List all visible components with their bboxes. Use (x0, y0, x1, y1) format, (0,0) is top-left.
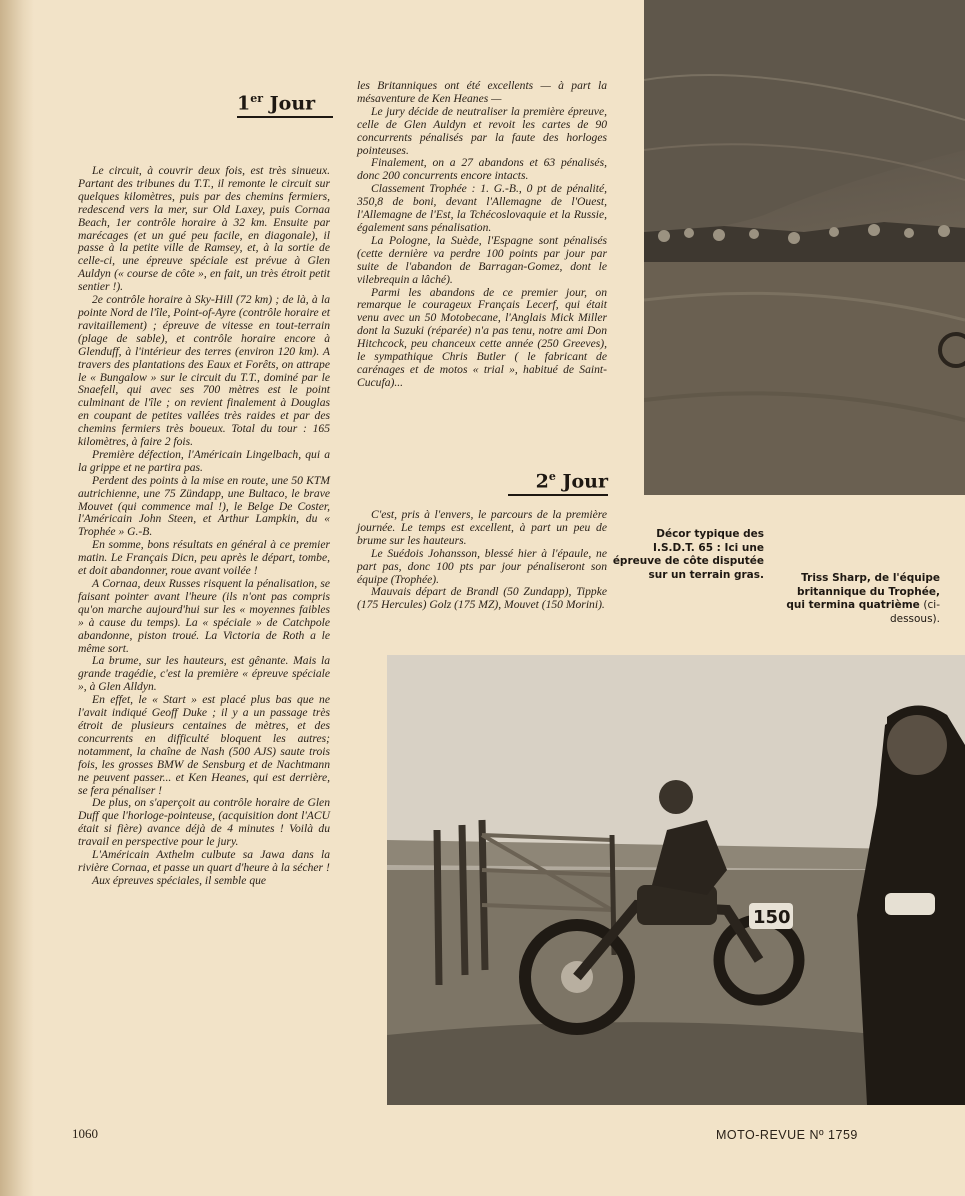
race-number: 150 (753, 907, 791, 928)
paragraph: L'Américain Axthelm culbute sa Jawa dans la rivière Cornaa, et passe un quart d'heure à la sécher ! (78, 848, 330, 874)
rider-photo-image (387, 655, 965, 1105)
paragraph: En somme, bons résultats en général à ce premier matin. Le Français Dicn, peu après le départ, tombe, et doit abandonner, roue avant voilée ! (78, 538, 330, 578)
paragraph: C'est, pris à l'envers, le parcours de la première journée. Le temps est excellent, à part un peu de brume sur les hauteurs. (357, 508, 607, 547)
paragraph: De plus, on s'aperçoit au contrôle horaire de Glen Duff que l'horloge-pointeuse, (acquisition dont l'ACU était si fière) avance déjà de 4 minutes ! Voilà du travail en perspective pour le jury. (78, 796, 330, 849)
paragraph: Aux épreuves spéciales, il semble que (92, 873, 267, 887)
hillside-photo (644, 0, 965, 495)
paragraph: Perdent des points à la mise en route, une 50 KTM autrichienne, une 75 Zündapp, une Bultaco, le brave Mouvet (qui commence mal !), le Belge De Coster, l'Américain John Steen, et Arthur Lampkin, du « Trophée » G.-B. (78, 473, 330, 539)
paragraph: Parmi les abandons de ce premier jour, on remarque le courageux Français Lecerf, qui était venu avec un 50 Motobecane, l'Anglais Mick Miller dont la Suzuki (réparée) n'a pas tenu, notre ami Don Hitchcock, peu chanceux cette année (250 Greeves), le sympathique Chris Butler ( le fabricant de carénages et de motos « trial », habitué de Saint-Cucufa)... (357, 285, 607, 389)
paragraph: La Pologne, la Suède, l'Espagne sont pénalisés (cette dernière va perdre 100 points par jour par suite de l'abandon de Barragan-Gomez, dont le vilebrequin a lâché). (357, 233, 607, 286)
paragraph: Mauvais départ de Brandl (50 Zundapp), Tippke (175 Hercules) Golz (175 MZ), Mouvet (150 Morini). (357, 585, 607, 612)
paragraph: Classement Trophée : 1. G.-B., 0 pt de pénalité, 350,8 de boni, devant l'Allemagne de l'Ouest, l'Allemagne de l'Est, la Tchécoslovaquie et la Russie, également sans pénalisation. (357, 182, 607, 234)
article-column-2-day2 (357, 509, 607, 612)
paragraph: A Cornaa, deux Russes risquent la pénalisation, se faisant pointer avant l'heure (ils n'ont pas compris qu'on marche aujourd'hui sur les « moyennes faibles » à cause du temps). La « spéciale » de Catchpole abandonne, piston troué. La Victoria de Roth a le même sort. (78, 577, 330, 655)
paragraph: Première défection, l'Américain Lingelbach, qui a la grippe et ne partira pas. (78, 447, 330, 474)
hillside-photo-image (644, 0, 965, 495)
rider-photo (387, 655, 965, 1105)
paragraph: La brume, sur les hauteurs, est gênante. Mais la grande tragédie, c'est la première « épreuve spéciale », à Glen Alldyn. (78, 654, 330, 694)
paragraph: les Britanniques ont été excellents — à part la mésaventure de Ken Heanes — (357, 79, 607, 105)
article-column-1 (78, 165, 330, 888)
paragraph: Le Suédois Johansson, blessé hier à l'épaule, ne part pas, donc 100 pts par jour pénaliseront son équipe (Trophée). (357, 546, 607, 586)
photo-caption-rider: Triss Sharp, de l'équipe britannique du Trophée, qui termina quatrième (ci-dessous). (786, 572, 940, 625)
photo-caption-hillside: Décor typique des I.S.D.T. 65 : Ici une épreuve de côte disputée sur un terrain gras. (612, 528, 764, 581)
paragraph: Finalement, on a 27 abandons et 63 pénalisés, donc 200 concurrents encore intacts. (357, 156, 607, 183)
page-spine-shadow (0, 0, 34, 1196)
paragraph: En effet, le « Start » est placé plus bas que ne l'avait indiqué Geoff Duke ; il y a un passage très étroit de plusieurs centaines de mètres, et des concurrents en difficulté bloquent les autres; notamment, la chaîne de Nash (500 AJS) saute trois fois, les grosses BMW de Sensburg et de Nachtmann ne peuvent passer... et Ken Heanes, qui est derrière, se fera pénaliser ! (78, 693, 330, 797)
paragraph: 2e contrôle horaire à Sky-Hill (72 km) ; de là, à la pointe Nord de l'île, Point-of-Ayre (contrôle horaire et ravitaillement) ; épreuve de vitesse en tout-terrain (plage de sable), et contrôle horaire encore à Glenduff, à l'intérieur des terres (environ 120 km). A travers des plantations des Eaux et Forêts, on attrape le « Bungalow » sur le circuit du T.T., dominé par le Snaefell, qui avec ses 700 mètres est le point culminant de l'île ; on revient finalement à Douglas en coupant de petites vallées très raides et par des chemins fermiers très boueux. Total du tour : 165 kilomètres, à faire 2 fois. (78, 293, 330, 449)
magazine-footer: MOTO-REVUE Nº 1759 (716, 1128, 858, 1142)
paragraph: Le jury décide de neutraliser la première épreuve, celle de Glen Auldyn et revoit les cartes de 90 concurrents pénalisés par la faute des horloges pointeuses. (357, 104, 607, 157)
article-column-2 (357, 80, 607, 390)
paragraph: Le circuit, à couvrir deux fois, est très sinueux. Partant des tribunes du T.T., il remonte le circuit sur quelques kilomètres, puis par des chemins fermiers, redescend vers la mer, sur Old Laxey, puis Cornaa Beach, 1er contrôle horaire à 32 km. Ensuite par marécages (et un gué peu facile, en diagonale), il passe à la petite ville de Ramsey, et, à la sortie de celle-ci, une épreuve spéciale est prévue à Glen Auldyn (« course de côte », en fait, un très étroit petit sentier !). (78, 164, 330, 294)
day1-heading: 1er Jour (237, 92, 333, 118)
day2-heading: 2e Jour (508, 470, 608, 496)
page-number: 1060 (72, 1126, 98, 1141)
